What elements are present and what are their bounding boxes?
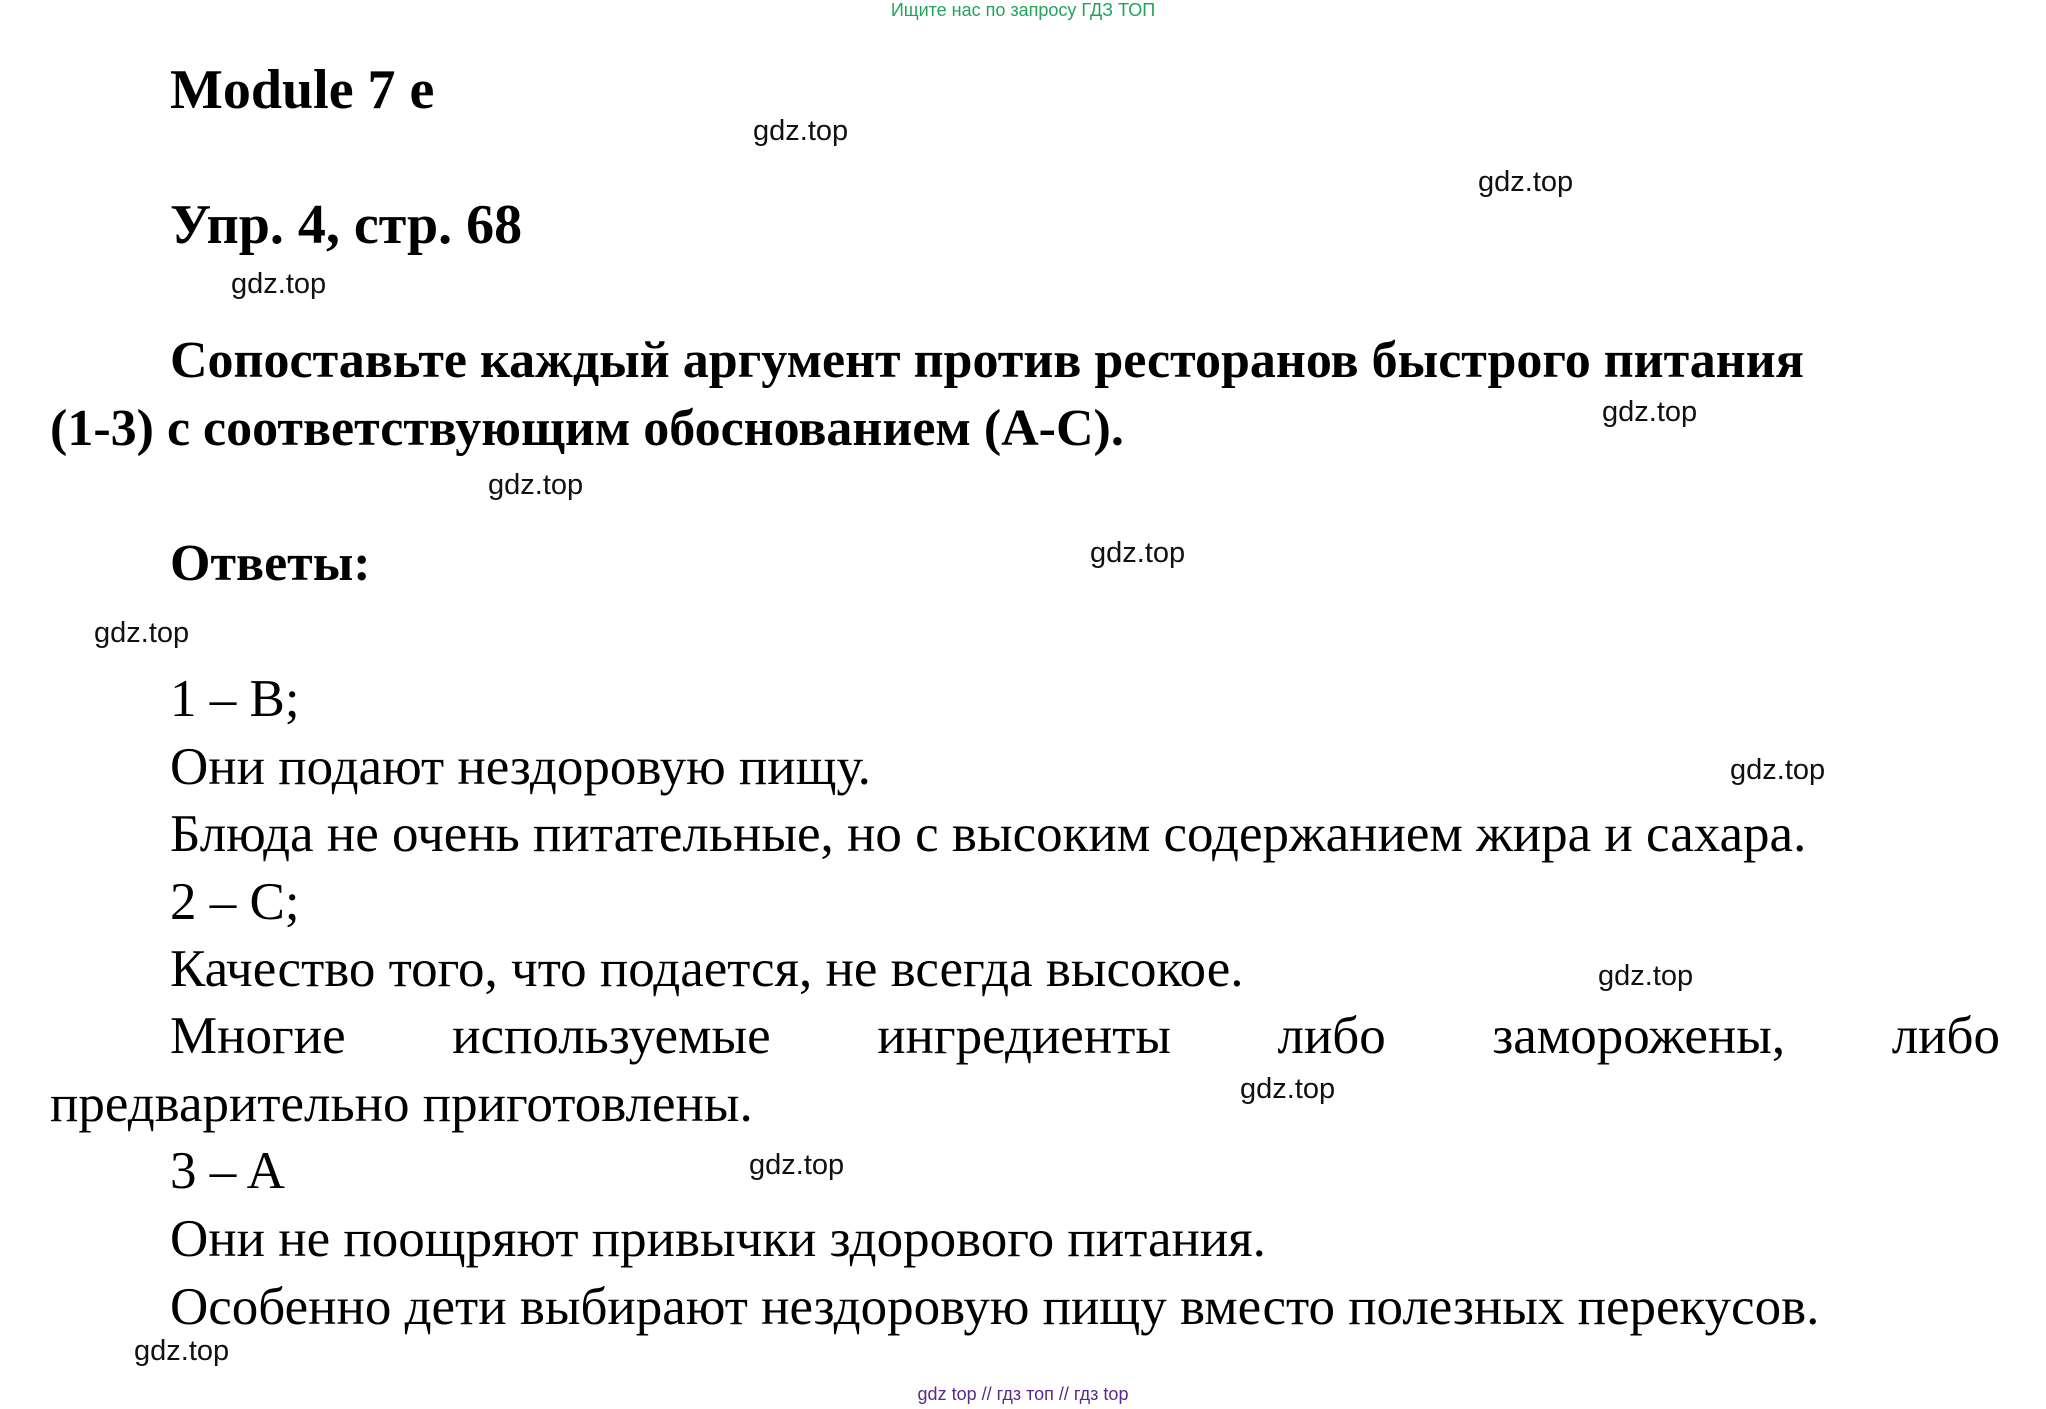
watermark: gdz.top xyxy=(1602,396,1698,428)
answer-1-label: 1 – B; xyxy=(170,670,300,728)
watermark: gdz.top xyxy=(134,1335,230,1367)
answer-1-statement: Они подают нездоровую пищу. xyxy=(170,738,871,796)
watermark: gdz.top xyxy=(1240,1073,1336,1105)
watermark: gdz.top xyxy=(1730,754,1826,786)
answers-heading: Ответы: xyxy=(170,535,371,592)
answer-3-statement: Они не поощряют привычки здорового питания. xyxy=(170,1210,1266,1268)
answer-2-label: 2 – C; xyxy=(170,873,300,931)
module-title: Module 7 e xyxy=(170,59,435,121)
answer-3-label: 3 – A xyxy=(170,1142,285,1200)
answer-2-justification-end: предварительно приготовлены. xyxy=(50,1075,753,1133)
watermark: gdz.top xyxy=(749,1149,845,1181)
justification-word: заморожены, xyxy=(1492,1007,1786,1065)
watermark: gdz.top xyxy=(231,268,327,300)
justification-word: Многие xyxy=(170,1007,346,1065)
justification-word: ингредиенты xyxy=(877,1007,1171,1065)
answer-2-justification xyxy=(170,1007,2000,1065)
exercise-reference: Упр. 4, стр. 68 xyxy=(170,194,523,256)
search-banner: Ищите нас по запросу ГДЗ ТОП xyxy=(890,0,1156,20)
answer-1-justification: Блюда не очень питательные, но с высоким содержанием жира и сахара. xyxy=(170,805,1807,863)
justification-word: либо xyxy=(1277,1007,1386,1065)
watermark: gdz.top xyxy=(488,469,584,501)
justification-word: используемые xyxy=(452,1007,771,1065)
answer-3-justification: Особенно дети выбирают нездоровую пищу вместо полезных перекусов. xyxy=(170,1278,1820,1336)
watermark: gdz.top xyxy=(94,617,190,649)
justification-word: либо xyxy=(1891,1007,2000,1065)
watermark: gdz.top xyxy=(1478,166,1574,198)
answer-2-statement: Качество того, что подается, не всегда высокое. xyxy=(170,940,1244,998)
task-line-2: (1-3) с соответствующим обоснованием (A-C). xyxy=(50,400,1124,457)
footer-links: gdz top // гдз топ // гдз top xyxy=(917,1384,1129,1404)
task-line-1: Сопоставьте каждый аргумент против ресторанов быстрого питания xyxy=(170,332,1804,389)
watermark: gdz.top xyxy=(1090,537,1186,569)
watermark: gdz.top xyxy=(1598,960,1694,992)
watermark: gdz.top xyxy=(753,115,849,147)
